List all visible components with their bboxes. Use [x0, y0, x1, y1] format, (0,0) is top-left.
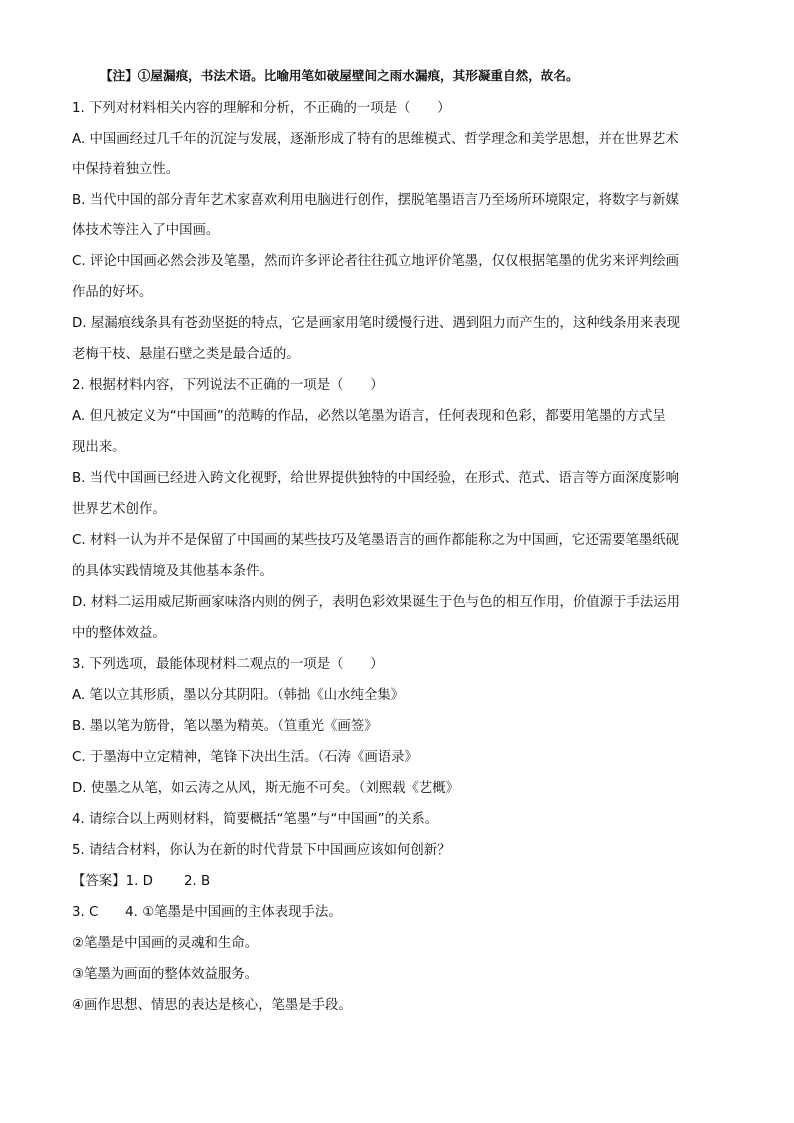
question-3-option-d: D. 使墨之从笔，如云涛之从风，斯无施不可矣。（刘熙载《艺概》: [72, 781, 460, 796]
question-1-option-b-line-1: B. 当代中国的部分青年艺术家喜欢利用电脑进行创作，摆脱笔墨语言乃至场所环境限定，将数字与新媒: [72, 193, 679, 208]
question-2-option-a-line-2: 现出来。: [72, 440, 126, 455]
question-1-option-a-line-2: 中保持着独立性。: [72, 162, 180, 177]
question-2-option-a-line-1: A. 但凡被定义为“中国画”的范畴的作品，必然以笔墨为语言，任何表现和色彩，都要用笔墨的方式呈: [72, 409, 666, 424]
question-2-stem: 2. 根据材料内容，下列说法不正确的一项是（ ）: [72, 378, 384, 393]
answer-line-2: 3. C 4. ①笔墨是中国画的主体表现手法。: [72, 905, 342, 920]
question-1-stem: 1. 下列对材料相关内容的理解和分析，不正确的一项是（ ）: [72, 101, 451, 116]
question-2-option-c-line-2: 的具体实践情境及其他基本条件。: [72, 564, 273, 579]
question-1-option-d-line-1: D. 屋漏痕线条具有苍劲坚挺的特点，它是画家用笔时缓慢行进、遇到阻力而产生的，这种线条用来表现: [72, 316, 681, 331]
answer-line-3: ②笔墨是中国画的灵魂和生命。: [72, 936, 259, 951]
question-2-option-c-line-1: C. 材料一认为并不是保留了中国画的某些技巧及笔墨语言的画作都能称之为中国画，它还需要笔墨纸砚: [72, 533, 680, 548]
note-text: ①屋漏痕，书法术语。比喻用笔如破屋壁间之雨水漏痕，其形凝重自然，故名。: [137, 68, 579, 83]
question-1-option-d-line-2: 老梅干枝、悬崖石壁之类是最合适的。: [72, 347, 300, 362]
answer-tag: 【答案】: [72, 874, 126, 889]
question-1-option-c-line-2: 作品的好坏。: [72, 285, 153, 300]
question-5-stem: 5. 请结合材料，你认为在新的时代背景下中国画应该如何创新？: [72, 843, 451, 858]
note-line: [100, 66, 750, 86]
question-2-option-b-line-1: B. 当代中国画已经进入跨文化视野，给世界提供独特的中国经验，在形式、范式、语言等方面深度影响: [72, 471, 679, 486]
question-1-option-a-line-1: A. 中国画经过几千年的沉淀与发展，逐渐形成了特有的思维模式、哲学理念和美学思想，并在世界艺术: [72, 132, 679, 147]
question-3-option-b: B. 墨以笔为筋骨，笔以墨为精英。（笪重光《画签》: [72, 719, 378, 734]
question-1-option-c-line-1: C. 评论中国画必然会涉及笔墨，然而许多评论者往往孤立地评价笔墨，仅仅根据笔墨的优劣来评判绘画: [72, 254, 680, 269]
question-4-stem: 4. 请综合以上两则材料，简要概括“笔墨”与“中国画”的关系。: [72, 812, 439, 827]
question-3-option-c: C. 于墨海中立定精神，笔锋下决出生活。（石涛《画语录》: [72, 750, 418, 765]
question-3-stem: 3. 下列选项，最能体现材料二观点的一项是（ ）: [72, 657, 384, 672]
answer-text-1: 1. D 2. B: [125, 874, 211, 889]
answer-line-1: [72, 872, 722, 892]
question-2-option-d-line-1: D. 材料二运用威尼斯画家味洛内则的例子，表明色彩效果诞生于色与色的相互作用，价值源于手法运用: [72, 595, 681, 610]
answer-line-5: ④画作思想、情思的表达是核心，笔墨是手段。: [72, 998, 352, 1013]
answer-line-4: ③笔墨为画面的整体效益服务。: [72, 967, 259, 982]
question-2-option-d-line-2: 中的整体效益。: [72, 626, 166, 641]
question-3-option-a: A. 笔以立其形质，墨以分其阴阳。（韩拙《山水纯全集》: [72, 688, 405, 703]
note-tag: 【注】: [100, 68, 138, 83]
question-1-option-b-line-2: 体技术等注入了中国画。: [72, 223, 220, 238]
question-2-option-b-line-2: 世界艺术创作。: [72, 502, 166, 517]
